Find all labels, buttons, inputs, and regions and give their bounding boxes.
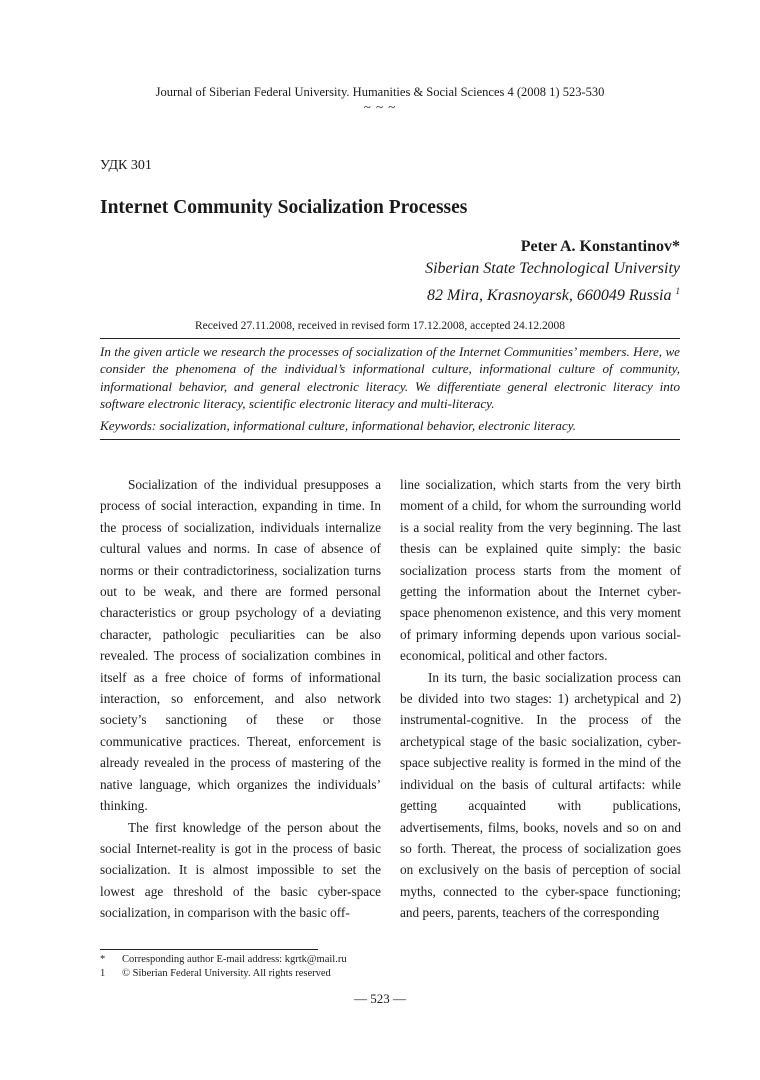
page-number: — 523 —: [354, 991, 406, 1006]
abstract: In the given article we research the processes of socialization of the Internet Communities’ members. Here, we consider the phenomena of the individual’s informational culture, informational culture of community, informational behavior, and general electronic literacy. We differentiate general electronic literacy into software electronic literacy, scientific electronic literacy and multi-literacy.: [100, 344, 680, 412]
abstract-bottom-rule: [100, 439, 680, 440]
footnote-mark: 1: [100, 968, 106, 979]
received-dates: Received 27.11.2008, received in revised form 17.12.2008, accepted 24.12.2008: [194, 320, 566, 332]
journal-header: Journal of Siberian Federal University. Humanities & Social Sciences 4 (2008 1) 523-530: [155, 85, 605, 99]
footnote-mark: *: [100, 954, 106, 965]
affiliation-footnote-mark: 1: [675, 286, 680, 296]
footnote-corresponding: [100, 953, 347, 966]
body-column-right: [400, 474, 681, 924]
affiliation-address-line: [425, 280, 680, 307]
body-paragraph: line socialization, which starts from the very birth moment of a child, for whom the surrounding world is a social reality from the very beginning. The last thesis can be explained quite simply: the basic socialization process starts from the moment of getting the information about the Internet cyber-space phenomenon existence, and this very moment of primary informing depends upon various social-economical, political and other factors.: [400, 477, 681, 664]
udk-code: УДК 301: [100, 158, 152, 173]
body-paragraph: Socialization of the individual presupposes a process of social interaction, expanding in time. In the process of socialization, individuals internalize cultural values and norms. In case of absence of norms or their contradictoriness, socialization turns out to be weak, and there are formed personal characteristics or group psychology of a deviating character, pathologic peculiarities can be also revealed. The process of socialization combines in itself as a free choice of forms of informational interaction, so enforcement, and also network society’s sanctioning of these or those communicative practices. Thereat, enforcement is already revealed in the process of mastering of the native language, which organizes the individuals’ thinking.: [100, 477, 381, 814]
body-paragraph: In its turn, the basic socialization process can be divided into two stages: 1) archetypical and 2) instrumental-cognitive. In the process of the archetypical stage of the basic socialization, cyber-space subjective reality is formed in the mind of the individual on the basis of cultural artifacts: while getting acquainted with publications, advertisements, films, books, novels and so on and so forth. Thereat, the process of socialization goes on exclusively on the basis of perception of social myths, connected to the cyber-space functioning; and peers, parents, teachers of the corresponding: [400, 669, 681, 921]
abstract-top-rule: [100, 338, 680, 339]
footnote-text: Corresponding author E-mail address: kgrtk@mail.ru: [122, 954, 347, 965]
keywords: Keywords: socialization, informational culture, informational behavior, electronic literacy.: [100, 418, 577, 433]
footnote-text: © Siberian Federal University. All rights reserved: [122, 968, 331, 979]
body-paragraph: The first knowledge of the person about the social Internet-reality is got in the process of basic socialization. It is almost impossible to set the lowest age threshold of the basic cyber-space socialization, in comparison with the basic off-: [100, 819, 381, 921]
affiliation-address: 82 Mira, Krasnoyarsk, 660049 Russia: [427, 287, 672, 304]
author-block: [425, 236, 680, 307]
footnote-copyright: [100, 967, 331, 980]
author-name: Peter A. Konstantinov*: [520, 238, 680, 255]
article-title: Internet Community Socialization Processes: [100, 197, 468, 218]
footnote-rule: [100, 949, 318, 950]
affiliation-university: Siberian State Technological University: [425, 260, 680, 277]
header-separator: ~ ~ ~: [363, 99, 397, 114]
body-column-left: [100, 474, 381, 924]
